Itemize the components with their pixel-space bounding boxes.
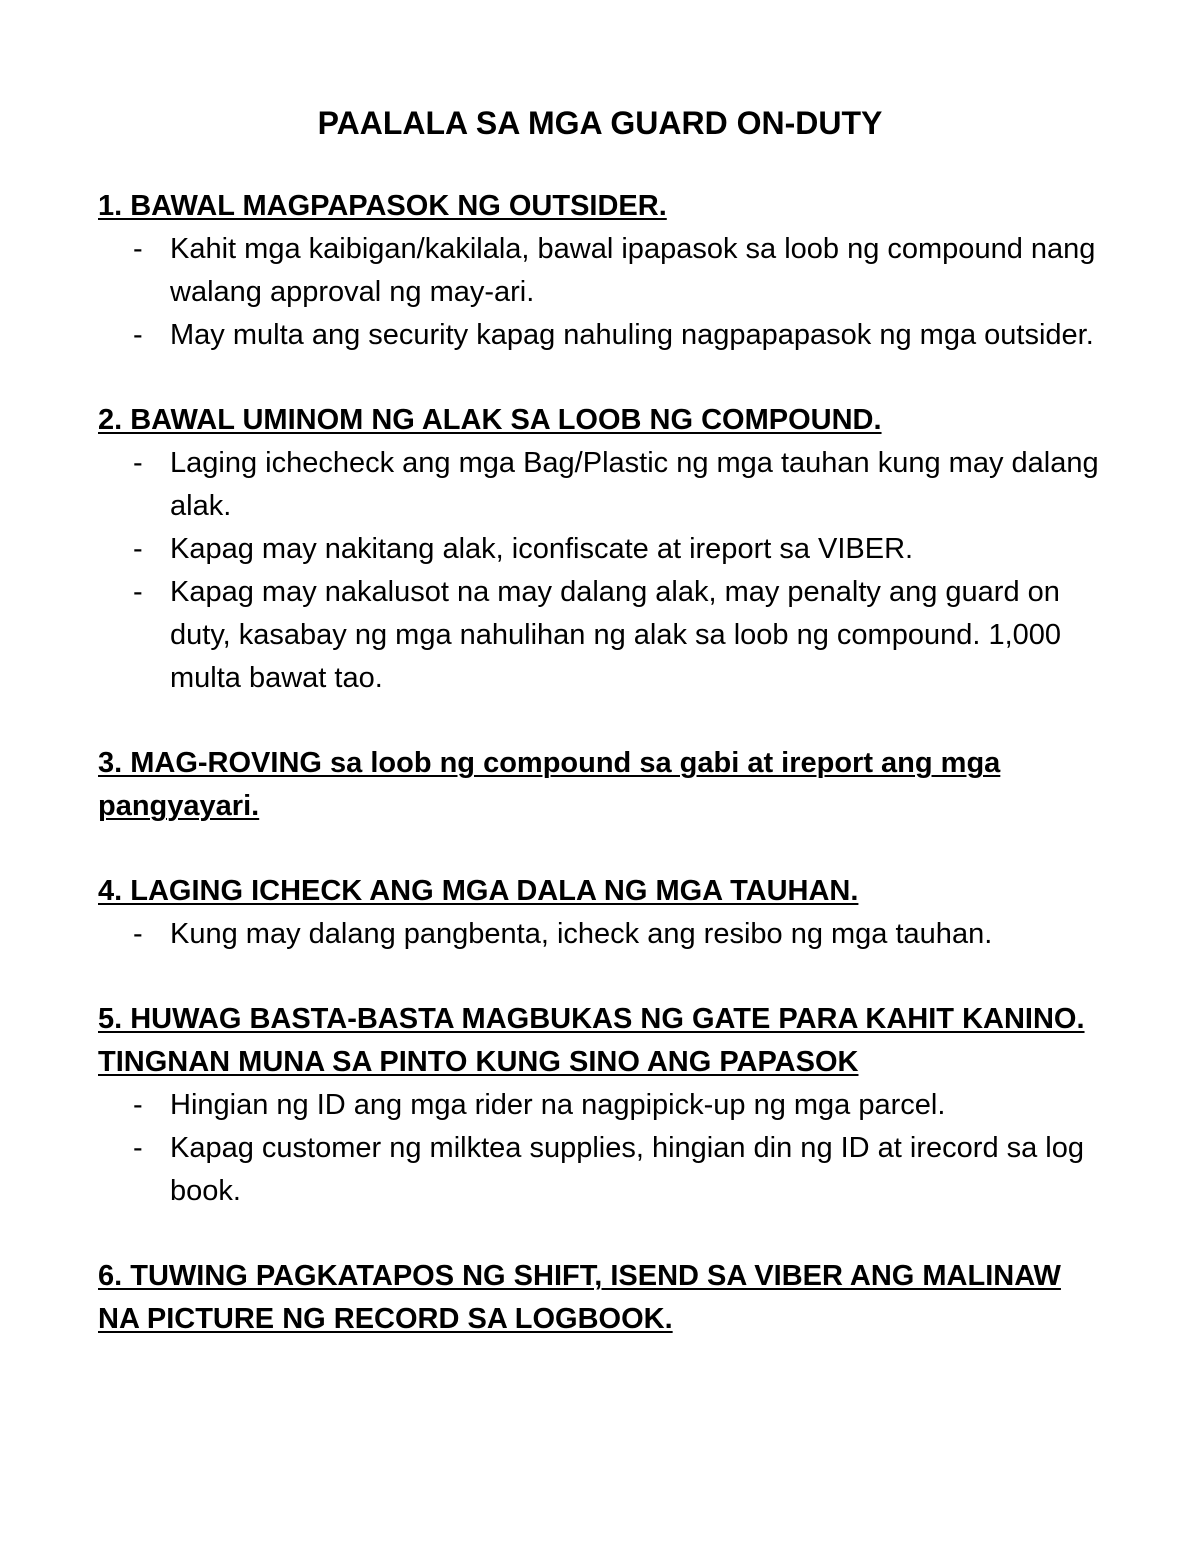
bullet-item bbox=[98, 528, 1110, 571]
bullet-list bbox=[98, 442, 1110, 700]
dash-icon: - bbox=[133, 447, 143, 479]
dash-icon: - bbox=[133, 1089, 143, 1121]
bullet-text: Hingian ng ID ang mga rider na nagpipick-up ng mga parcel. bbox=[170, 1089, 946, 1121]
rule-heading: 5. HUWAG BASTA-BASTA MAGBUKAS NG GATE PARA KAHIT KANINO. TINGNAN MUNA SA PINTO KUNG SINO ANG PAPASOK bbox=[98, 1003, 1085, 1078]
bullet-item bbox=[98, 228, 1110, 314]
dash-icon: - bbox=[133, 576, 143, 608]
rule-3 bbox=[98, 742, 1110, 828]
bullet-item bbox=[98, 314, 1110, 357]
dash-icon: - bbox=[133, 918, 143, 950]
dash-icon: - bbox=[133, 1132, 143, 1164]
bullet-item bbox=[98, 1084, 1110, 1127]
bullet-list bbox=[98, 913, 1110, 956]
rule-heading: 4. LAGING ICHECK ANG MGA DALA NG MGA TAUHAN. bbox=[98, 875, 859, 907]
rule-4 bbox=[98, 870, 1110, 956]
bullet-text: Kapag may nakalusot na may dalang alak, may penalty ang guard on duty, kasabay ng mga nahulihan ng alak sa loob ng compound. 1,000 multa bawat tao. bbox=[170, 576, 1062, 694]
bullet-item bbox=[98, 913, 1110, 956]
bullet-list bbox=[98, 228, 1110, 357]
bullet-list bbox=[98, 1084, 1110, 1213]
bullet-text: Kapag may nakitang alak, iconfiscate at ireport sa VIBER. bbox=[170, 533, 914, 565]
rule-6 bbox=[98, 1255, 1110, 1341]
dash-icon: - bbox=[133, 233, 143, 265]
rule-heading: 3. MAG-ROVING sa loob ng compound sa gabi at ireport ang mga pangyayari. bbox=[98, 747, 1001, 822]
page-title: PAALALA SA MGA GUARD ON-DUTY bbox=[317, 105, 883, 141]
rule-heading: 2. BAWAL UMINOM NG ALAK SA LOOB NG COMPOUND. bbox=[98, 404, 882, 436]
bullet-text: Laging ichecheck ang mga Bag/Plastic ng mga tauhan kung may dalang alak. bbox=[170, 447, 1099, 522]
bullet-text: Kung may dalang pangbenta, icheck ang resibo ng mga tauhan. bbox=[170, 918, 993, 950]
bullet-item bbox=[98, 1127, 1110, 1213]
bullet-text: May multa ang security kapag nahuling nagpapapasok ng mga outsider. bbox=[170, 319, 1094, 351]
rule-heading: 6. TUWING PAGKATAPOS NG SHIFT, ISEND SA VIBER ANG MALINAW NA PICTURE NG RECORD SA LOGBOOK. bbox=[98, 1260, 1061, 1335]
rule-heading: 1. BAWAL MAGPAPASOK NG OUTSIDER. bbox=[98, 190, 667, 222]
dash-icon: - bbox=[133, 319, 143, 351]
rule-1 bbox=[98, 185, 1110, 357]
bullet-text: Kahit mga kaibigan/kakilala, bawal ipapasok sa loob ng compound nang walang approval ng may-ari. bbox=[170, 233, 1096, 308]
bullet-item bbox=[98, 571, 1110, 700]
bullet-text: Kapag customer ng milktea supplies, hingian din ng ID at irecord sa log book. bbox=[170, 1132, 1085, 1207]
bullet-item bbox=[98, 442, 1110, 528]
rule-5 bbox=[98, 998, 1110, 1213]
rule-2 bbox=[98, 399, 1110, 700]
dash-icon: - bbox=[133, 533, 143, 565]
